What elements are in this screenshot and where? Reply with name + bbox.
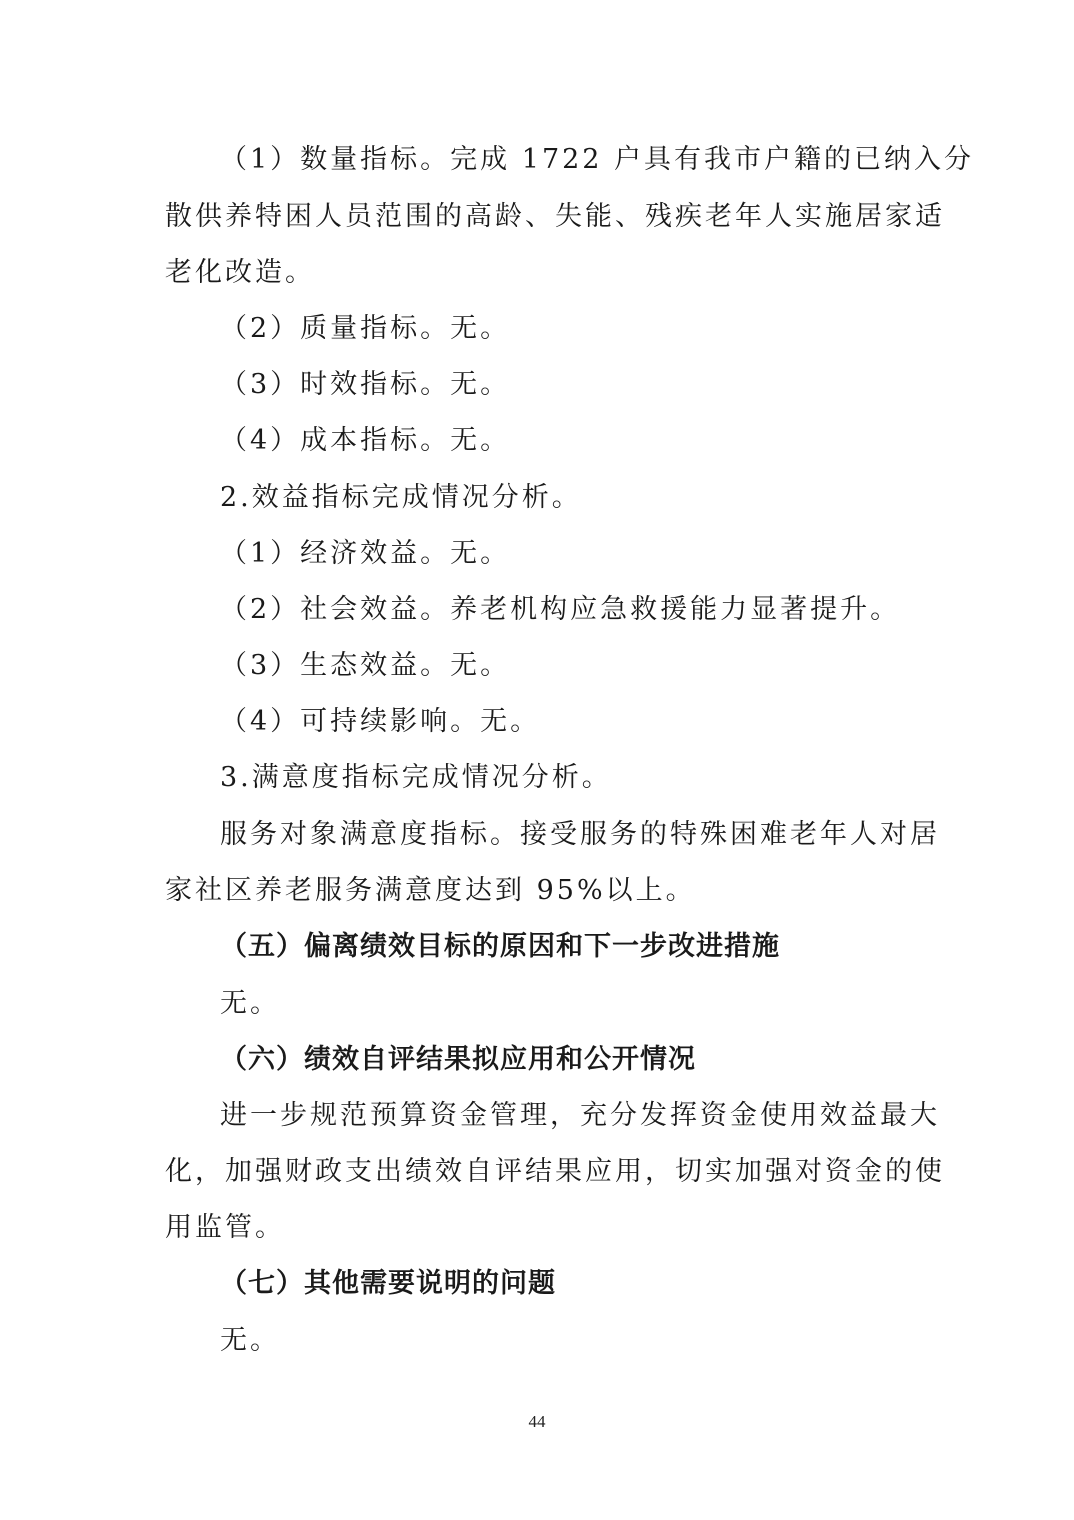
section-heading-application: （六）绩效自评结果拟应用和公开情况	[220, 1044, 696, 1075]
quantity-indicator-line-1: （1）数量指标。完成 1722 户具有我市户籍的已纳入分	[220, 144, 975, 175]
application-content-line-2: 化，加强财政支出绩效自评结果应用，切实加强对资金的使	[165, 1156, 945, 1187]
benefit-analysis-heading: 2.效益指标完成情况分析。	[220, 482, 582, 513]
economic-benefit: （1）经济效益。无。	[220, 538, 511, 569]
social-benefit: （2）社会效益。养老机构应急救援能力显著提升。	[220, 594, 901, 625]
application-content-line-3: 用监管。	[165, 1212, 285, 1243]
other-content: 无。	[220, 1325, 280, 1356]
sustainable-impact: （4）可持续影响。无。	[220, 706, 541, 737]
section-heading-deviation: （五）偏离绩效目标的原因和下一步改进措施	[220, 931, 780, 962]
quality-indicator: （2）质量指标。无。	[220, 313, 511, 344]
cost-indicator: （4）成本指标。无。	[220, 425, 511, 456]
satisfaction-analysis-heading: 3.满意度指标完成情况分析。	[220, 762, 612, 793]
quantity-indicator-line-2: 散供养特困人员范围的高龄、失能、残疾老年人实施居家适	[165, 201, 945, 232]
page-number: 44	[528, 1412, 546, 1431]
application-content-line-1: 进一步规范预算资金管理，充分发挥资金使用效益最大	[220, 1100, 940, 1131]
quantity-indicator-line-3: 老化改造。	[165, 257, 315, 288]
ecological-benefit: （3）生态效益。无。	[220, 650, 511, 681]
section-heading-other: （七）其他需要说明的问题	[220, 1268, 556, 1299]
timeliness-indicator: （3）时效指标。无。	[220, 369, 511, 400]
satisfaction-indicator-line-1: 服务对象满意度指标。接受服务的特殊困难老年人对居	[220, 819, 940, 850]
deviation-content: 无。	[220, 988, 280, 1019]
satisfaction-indicator-line-2: 家社区养老服务满意度达到 95%以上。	[165, 875, 696, 906]
